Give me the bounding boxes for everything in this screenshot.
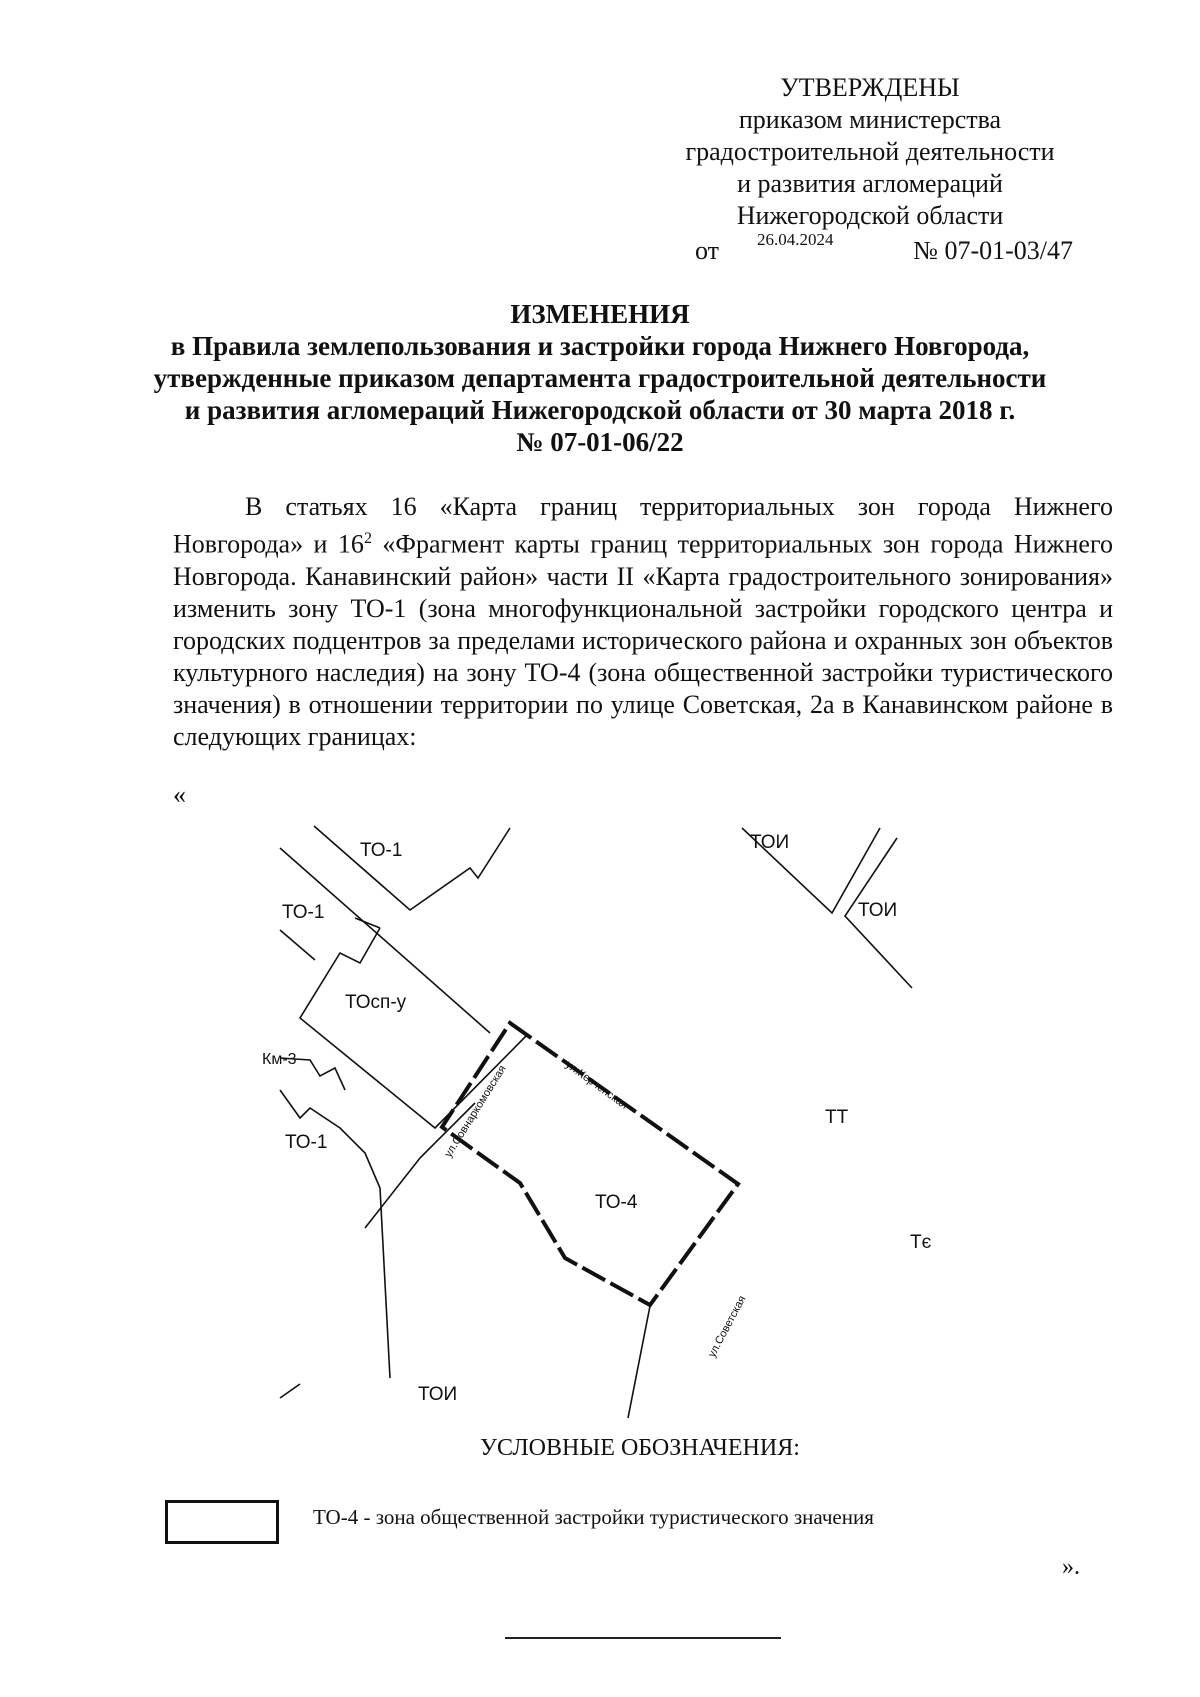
legend-swatch: [165, 1500, 279, 1544]
close-quote: ».: [1062, 1554, 1080, 1580]
approval-line: градостроительной деятельности: [685, 137, 1055, 166]
street-label-sovnarkom: ул.Совнаркомовская: [442, 1063, 509, 1160]
heading-line: в Правила землепользования и застройки города Нижнего Новгорода,: [170, 331, 1030, 361]
heading-line: и развития агломераций Нижегородской области от 30 марта 2018 г.: [184, 395, 1016, 425]
order-number: № 07-01-03/47: [913, 236, 1073, 265]
street-label-kerchen: ул.Керченская: [563, 1058, 630, 1112]
approval-line: приказом министерства: [738, 105, 1002, 134]
zone-label-to1: ТО-1: [360, 840, 403, 861]
zone-label-km3: Км-3: [262, 1051, 297, 1068]
approval-line: Нижегородской области: [736, 201, 1004, 230]
zone-label-tc-cut: Тє: [910, 1232, 932, 1253]
zone-label-tt: ТТ: [825, 1107, 849, 1128]
body-text-part1: В статьях 16 «Карта границ территориальных зон города Нижнего Новгорода» и 16: [173, 492, 1113, 559]
document-heading: [100, 298, 1100, 458]
heading-title: ИЗМЕНЕНИЯ: [510, 299, 690, 329]
street-label-sovet: ул.Советская: [706, 1293, 749, 1360]
zone-label-toi: ТОИ: [858, 900, 898, 921]
boundary-sovet: [628, 1306, 650, 1418]
zone-label-to1: ТО-1: [282, 902, 325, 923]
zone-label-to4: ТО-4: [595, 1192, 638, 1213]
heading-line: утвержденные приказом департамента градостроительной деятельности: [153, 363, 1047, 393]
body-paragraph: [173, 491, 1113, 753]
body-superscript: 2: [363, 530, 372, 547]
zone-label-toi: ТОИ: [750, 832, 790, 853]
boundary-to1-bottom-edge: [380, 1188, 390, 1378]
approval-line: УТВЕРЖДЕНЫ: [780, 73, 960, 102]
boundary-tosp: [300, 928, 528, 1128]
parcel-to4-boundary: [442, 1023, 738, 1305]
street-edge: [280, 930, 315, 960]
legend-item-text: ТО-4 - зона общественной застройки туристического значения: [313, 1505, 874, 1529]
street-edge: [280, 1384, 300, 1398]
body-text-part2: «Фрагмент карты границ территориальных зон города Нижнего Новгорода. Канавинский район» части II «Карта градостроительного зонирования» изменить зону ТО-1 (зона многофункциональной застройки городского центра и городских подцентров за пределами исторического района и охранных зон объектов культурного наследия) на зону ТО-4 (зона общественной застройки туристического значения) в отношении территории по улице Советская, 2а в Канавинском районе в следующих границах:: [173, 529, 1113, 751]
open-quote: «: [173, 780, 186, 809]
heading-line: № 07-01-06/22: [516, 427, 684, 457]
boundary-tosp-top: [355, 918, 380, 928]
order-reference: [695, 230, 1095, 270]
legend-title: УСЛОВНЫЕ ОБОЗНАЧЕНИЯ:: [480, 1435, 800, 1461]
zoning-map: [262, 818, 1000, 1424]
zone-label-to1: ТО-1: [285, 1132, 328, 1153]
footer-divider: [505, 1637, 781, 1639]
from-label: от: [695, 236, 720, 265]
street-edge: [365, 1158, 420, 1228]
zone-label-tosp: ТОсп-у: [345, 992, 407, 1013]
boundary-to1-top: [314, 826, 510, 910]
order-date: 26.04.2024: [757, 230, 834, 249]
zone-boundaries: [280, 826, 912, 1418]
approval-line: и развития агломераций: [737, 169, 1003, 198]
zone-label-toi: ТОИ: [418, 1384, 458, 1405]
approval-block: [640, 72, 1100, 232]
